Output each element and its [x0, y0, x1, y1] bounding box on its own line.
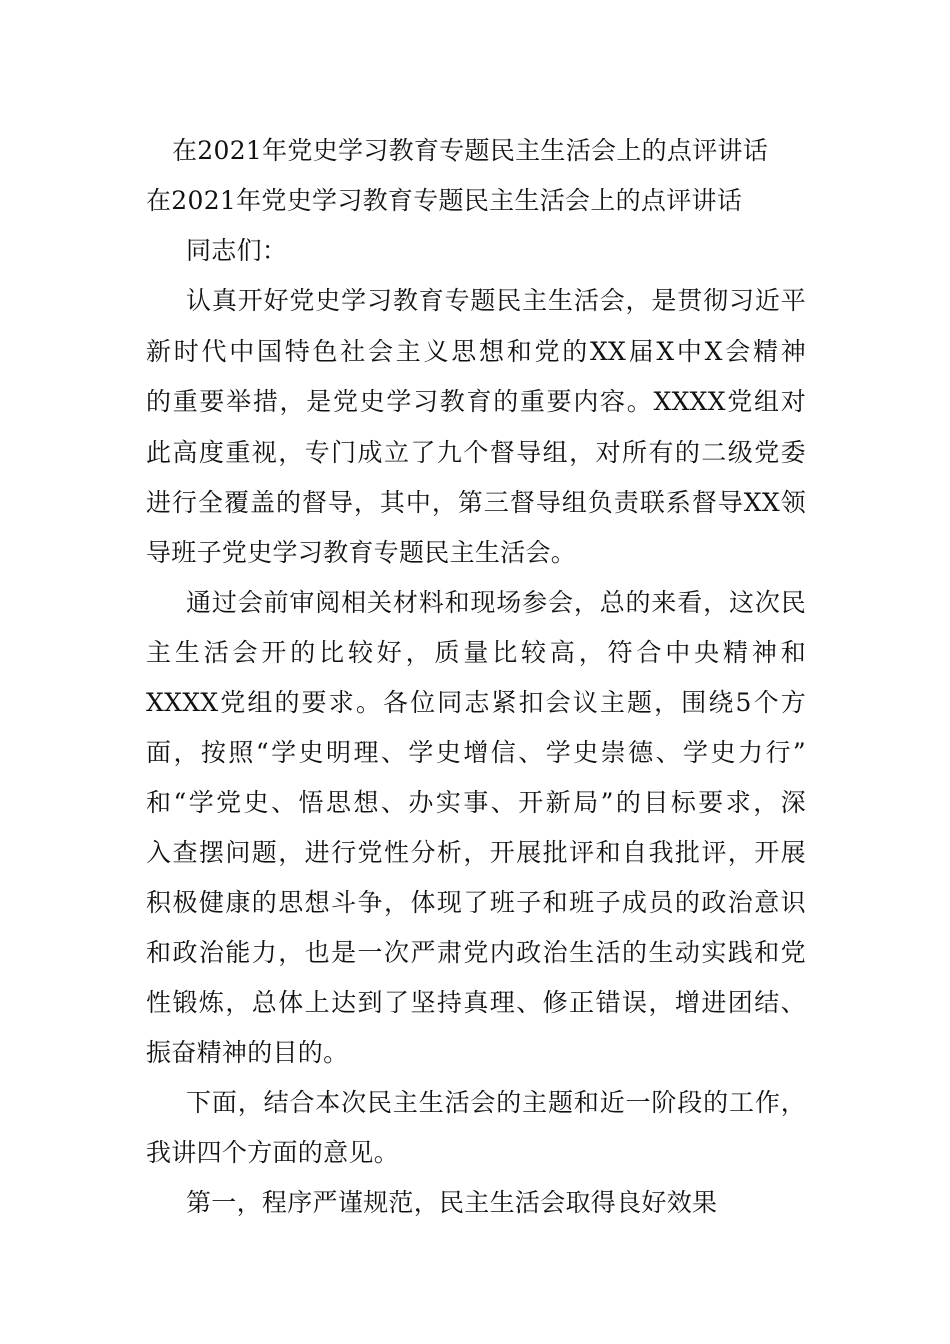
- paragraph-1-line-3: 的重要举措，是党史学习教育的重要内容。XXXX党组对: [146, 387, 806, 416]
- paragraph-1-line-1: 认真开好党史学习教育专题民主生活会，是贯彻习近平: [186, 286, 806, 315]
- paragraph-2-line-6: 入查摆问题，进行党性分析，开展批评和自我批评，开展: [146, 838, 806, 867]
- paragraph-1-line-2: 新时代中国特色社会主义思想和党的XX届X中X会精神: [146, 337, 806, 366]
- paragraph-2-line-7: 积极健康的思想斗争，体现了班子和班子成员的政治意识: [146, 888, 806, 917]
- paragraph-2-line-3: XXXX党组的要求。各位同志紧扣会议主题，围绕5个方: [146, 688, 806, 717]
- document-title: 在2021年党史学习教育专题民主生活会上的点评讲话: [172, 136, 769, 165]
- paragraph-1-line-4: 此高度重视，专门成立了九个督导组，对所有的二级党委: [146, 438, 806, 467]
- paragraph-2-line-9: 性锻炼，总体上达到了坚持真理、修正错误，增进团结、: [146, 988, 806, 1017]
- paragraph-1-line-5: 进行全覆盖的督导，其中，第三督导组负责联系督导XX领: [146, 488, 806, 517]
- paragraph-2-line-8: 和政治能力，也是一次严肃党内政治生活的生动实践和党: [146, 938, 806, 967]
- paragraph-2-line-4: 面，按照“学史明理、学史增信、学史崇德、学史力行”: [146, 738, 806, 767]
- section-heading: 第一，程序严谨规范，民主生活会取得良好效果: [186, 1188, 718, 1217]
- paragraph-2-line-2: 主生活会开的比较好，质量比较高，符合中央精神和: [146, 638, 806, 667]
- paragraph-2-line-10: 振奋精神的目的。: [146, 1038, 349, 1067]
- paragraph-3-line-1: 下面，结合本次民主生活会的主题和近一阶段的工作，: [186, 1088, 806, 1117]
- salutation: 同志们：: [186, 236, 288, 265]
- paragraph-2-line-1: 通过会前审阅相关材料和现场参会，总的来看，这次民: [186, 588, 806, 617]
- paragraph-3-line-2: 我讲四个方面的意见。: [146, 1138, 400, 1167]
- paragraph-2-line-5: 和“学党史、悟思想、办实事、开新局”的目标要求，深: [146, 788, 806, 817]
- document-title-repeat: 在2021年党史学习教育专题民主生活会上的点评讲话: [146, 186, 743, 215]
- paragraph-1-line-6: 导班子党史学习教育专题民主生活会。: [146, 538, 577, 567]
